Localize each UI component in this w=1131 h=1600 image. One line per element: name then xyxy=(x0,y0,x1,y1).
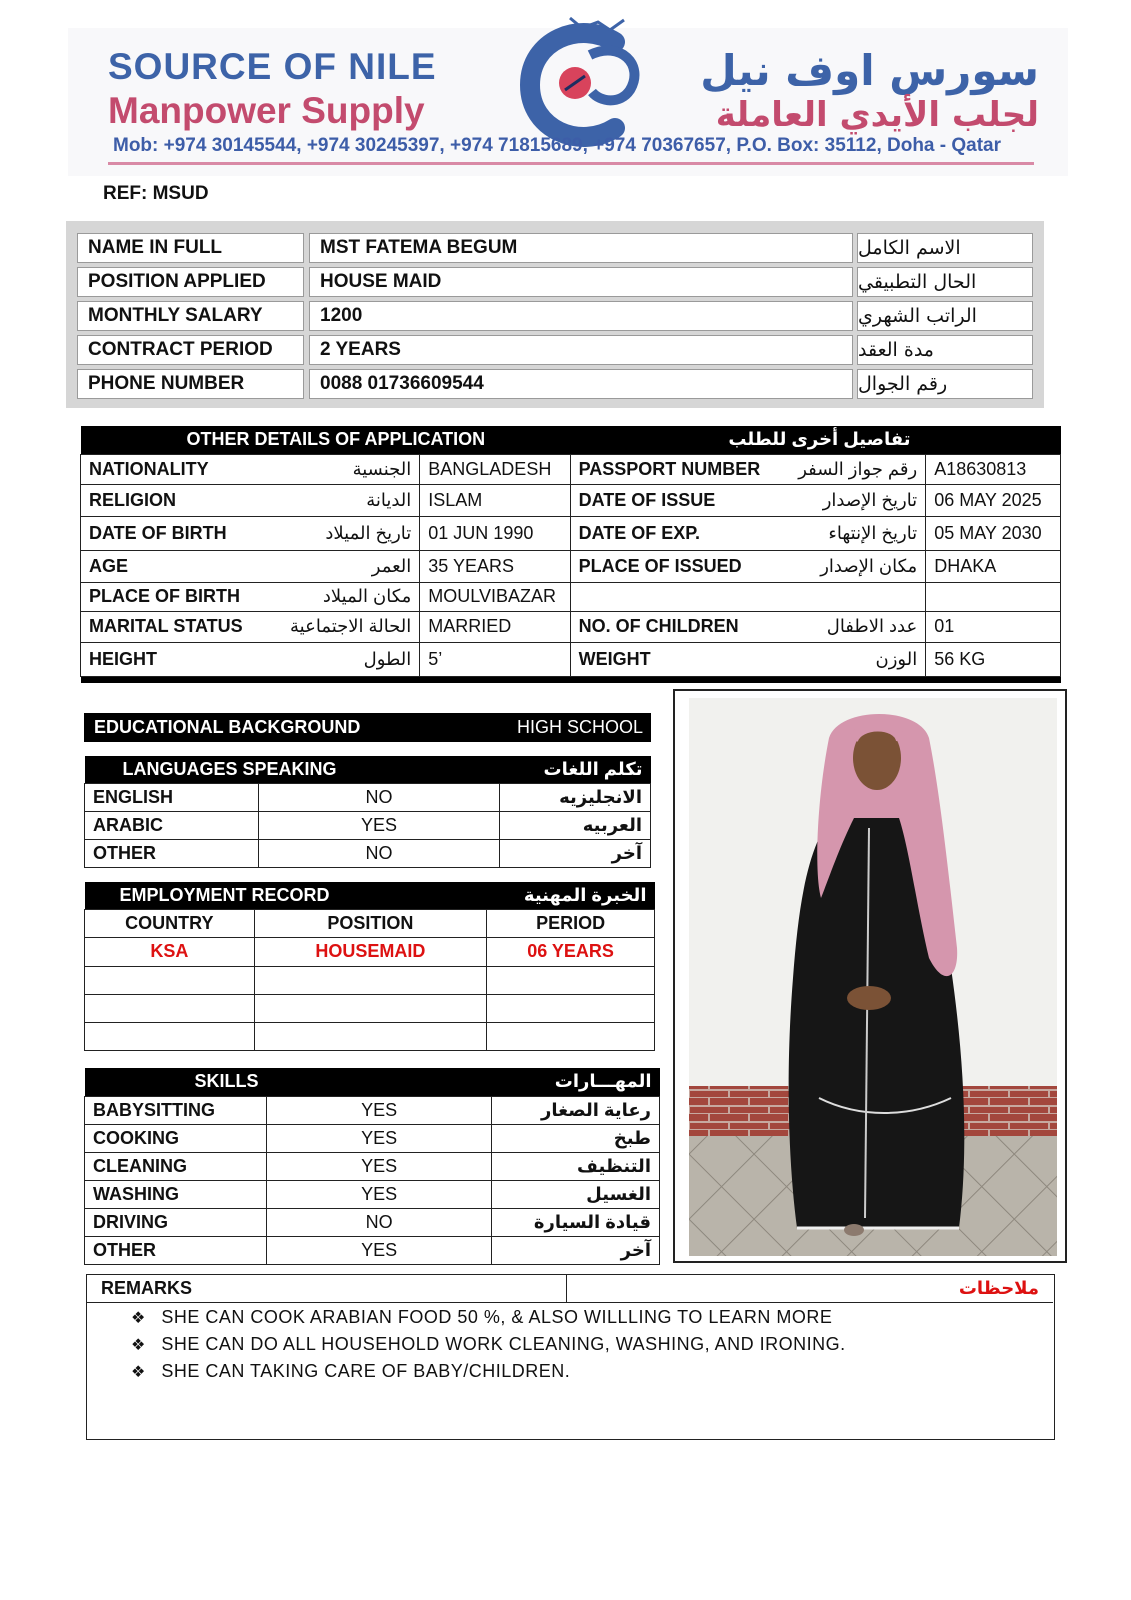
marital-label-ar: الحالة الاجتماعية xyxy=(254,611,420,642)
remarks-box xyxy=(86,1274,1055,1440)
table-row xyxy=(85,1124,660,1152)
issue-date-label: DATE OF ISSUE xyxy=(570,484,768,516)
header-divider xyxy=(108,162,1034,165)
dob-label-ar: تاريخ الميلاد xyxy=(254,516,420,550)
table-row xyxy=(85,839,651,867)
table-row xyxy=(85,1180,660,1208)
table-row xyxy=(85,966,655,994)
nationality-label-ar: الجنسية xyxy=(254,454,420,484)
skill-label-ar: الغسيل xyxy=(492,1180,660,1208)
height-label-ar: الطول xyxy=(254,642,420,676)
period-column-header: PERIOD xyxy=(487,909,655,937)
age-value: 35 YEARS xyxy=(420,550,570,582)
empty-value xyxy=(926,582,1061,611)
list-item xyxy=(131,1307,846,1334)
language-arabic-value: YES xyxy=(258,811,499,839)
position-value: HOUSE MAID xyxy=(309,267,853,297)
skill-value: YES xyxy=(267,1180,492,1208)
education-label: EDUCATIONAL BACKGROUND xyxy=(84,713,462,742)
reference-number: REF: MSUD xyxy=(103,183,209,204)
passport-label: PASSPORT NUMBER xyxy=(570,454,768,484)
language-arabic-label: ARABIC xyxy=(85,811,259,839)
skill-label-ar: التنظيف xyxy=(492,1152,660,1180)
children-label-ar: عدد الاطفال xyxy=(768,611,925,642)
height-label: HEIGHT xyxy=(81,642,255,676)
religion-label-ar: الديانة xyxy=(254,484,420,516)
remarks-label-ar: ملاحظات xyxy=(567,1275,1053,1303)
skills-header xyxy=(85,1068,660,1096)
footer-bar xyxy=(81,676,1061,683)
table-row xyxy=(85,1022,655,1050)
table-row xyxy=(85,994,655,1022)
personal-info-panel xyxy=(66,221,1044,408)
skill-value: YES xyxy=(267,1096,492,1124)
languages-table xyxy=(84,756,651,868)
employment-period: 06 YEARS xyxy=(487,937,655,966)
passport-label-ar: رقم جواز السفر xyxy=(768,454,925,484)
employment-title-ar: الخبرة المهنية xyxy=(487,882,655,909)
language-other-value: NO xyxy=(258,839,499,867)
marital-label: MARITAL STATUS xyxy=(81,611,255,642)
religion-value: ISLAM xyxy=(420,484,570,516)
employment-position xyxy=(254,994,486,1022)
education-row xyxy=(84,713,651,742)
skill-label: OTHER xyxy=(85,1236,267,1264)
issue-date-label-ar: تاريخ الإصدار xyxy=(768,484,925,516)
language-arabic-label-ar: العربيه xyxy=(500,811,651,839)
skill-value: YES xyxy=(267,1124,492,1152)
birthplace-label-ar: مكان الميلاد xyxy=(254,582,420,611)
bullet-diamond-icon: ❖ xyxy=(131,1364,146,1381)
other-details-title: OTHER DETAILS OF APPLICATION xyxy=(81,426,571,454)
list-item xyxy=(131,1361,846,1388)
place-issued-value: DHAKA xyxy=(926,550,1061,582)
table-row xyxy=(81,642,1061,676)
languages-title-ar: تكلم اللغات xyxy=(500,756,651,783)
marital-value: MARRIED xyxy=(420,611,570,642)
other-details-header xyxy=(81,426,1061,454)
employment-table xyxy=(84,882,655,1051)
language-english-label-ar: الانجليزيه xyxy=(500,783,651,811)
language-english-label: ENGLISH xyxy=(85,783,259,811)
employment-country xyxy=(85,966,255,994)
contract-label-ar: مدة العقد xyxy=(857,335,1033,365)
skill-label: BABYSITTING xyxy=(85,1096,267,1124)
remark-text: SHE CAN TAKING CARE OF BABY/CHILDREN. xyxy=(161,1361,571,1381)
table-row xyxy=(81,516,1061,550)
table-row xyxy=(85,783,651,811)
languages-header xyxy=(85,756,651,783)
expiry-date-label: DATE OF EXP. xyxy=(570,516,768,550)
dob-label: DATE OF BIRTH xyxy=(81,516,255,550)
skill-label: WASHING xyxy=(85,1180,267,1208)
company-tagline-en: Manpower Supply xyxy=(108,90,425,131)
children-value: 01 xyxy=(926,611,1061,642)
employment-period xyxy=(487,994,655,1022)
company-name-en: SOURCE OF NILE xyxy=(108,46,437,87)
table-row xyxy=(81,454,1061,484)
expiry-date-value: 05 MAY 2030 xyxy=(926,516,1061,550)
employment-position xyxy=(254,966,486,994)
skills-table xyxy=(84,1068,660,1265)
table-footer-bar xyxy=(81,676,1061,683)
phone-label: PHONE NUMBER xyxy=(77,369,304,399)
language-other-label: OTHER xyxy=(85,839,259,867)
full-name-label: NAME IN FULL xyxy=(77,233,304,263)
table-row xyxy=(81,611,1061,642)
skills-title-ar: المهـــارات xyxy=(492,1068,660,1096)
empty-label-ar xyxy=(768,582,925,611)
skill-value: YES xyxy=(267,1152,492,1180)
skill-label-ar: قيادة السيارة xyxy=(492,1208,660,1236)
position-column-header: POSITION xyxy=(254,909,486,937)
height-value: 5’ xyxy=(420,642,570,676)
table-row xyxy=(81,550,1061,582)
employment-period xyxy=(487,966,655,994)
full-name-value: MST FATEMA BEGUM xyxy=(309,233,853,263)
employment-title: EMPLOYMENT RECORD xyxy=(85,882,487,909)
language-english-value: NO xyxy=(258,783,499,811)
weight-label: WEIGHT xyxy=(570,642,768,676)
age-label: AGE xyxy=(81,550,255,582)
place-issued-label: PLACE OF ISSUED xyxy=(570,550,768,582)
weight-label-ar: الوزن xyxy=(768,642,925,676)
other-details-table xyxy=(80,426,1061,683)
skill-label-ar: رعاية الصغار xyxy=(492,1096,660,1124)
empty-label xyxy=(570,582,768,611)
passport-value: A18630813 xyxy=(926,454,1061,484)
age-label-ar: العمر xyxy=(254,550,420,582)
table-row xyxy=(85,1096,660,1124)
employment-country: KSA xyxy=(85,937,255,966)
skills-header-spacer xyxy=(267,1068,492,1096)
remark-text: SHE CAN COOK ARABIAN FOOD 50 %, & ALSO WILLLING TO LEARN MORE xyxy=(161,1307,833,1327)
skill-label-ar: طبخ xyxy=(492,1124,660,1152)
salary-value: 1200 xyxy=(309,301,853,331)
salary-label-ar: الراتب الشهري xyxy=(857,301,1033,331)
skill-label: COOKING xyxy=(85,1124,267,1152)
table-row xyxy=(85,811,651,839)
bullet-diamond-icon: ❖ xyxy=(131,1337,146,1354)
employment-position xyxy=(254,1022,486,1050)
contract-label: CONTRACT PERIOD xyxy=(77,335,304,365)
skill-label: CLEANING xyxy=(85,1152,267,1180)
skill-value: NO xyxy=(267,1208,492,1236)
applicant-photo xyxy=(689,698,1057,1256)
employment-position: HOUSEMAID xyxy=(254,937,486,966)
employment-columns xyxy=(85,909,655,937)
skills-title: SKILLS xyxy=(85,1068,267,1096)
language-other-label-ar: آخر xyxy=(500,839,651,867)
table-row xyxy=(85,1236,660,1264)
phone-value: 0088 01736609544 xyxy=(309,369,853,399)
phone-label-ar: رقم الجوال xyxy=(857,369,1033,399)
employment-country xyxy=(85,1022,255,1050)
languages-title: LANGUAGES SPEAKING xyxy=(85,756,500,783)
remark-text: SHE CAN DO ALL HOUSEHOLD WORK CLEANING, WASHING, AND IRONING. xyxy=(161,1334,846,1354)
employment-period xyxy=(487,1022,655,1050)
education-table xyxy=(84,713,651,742)
position-label: POSITION APPLIED xyxy=(77,267,304,297)
skill-label: DRIVING xyxy=(85,1208,267,1236)
bullet-diamond-icon: ❖ xyxy=(131,1310,146,1327)
table-row xyxy=(85,1152,660,1180)
dob-value: 01 JUN 1990 xyxy=(420,516,570,550)
birthplace-label: PLACE OF BIRTH xyxy=(81,582,255,611)
employment-country xyxy=(85,994,255,1022)
education-value: HIGH SCHOOL xyxy=(462,713,651,742)
table-row xyxy=(85,1208,660,1236)
remarks-list xyxy=(131,1307,846,1388)
expiry-date-label-ar: تاريخ الإنتهاء xyxy=(768,516,925,550)
full-name-label-ar: الاسم الكامل xyxy=(857,233,1033,263)
children-label: NO. OF CHILDREN xyxy=(570,611,768,642)
table-row xyxy=(85,937,655,966)
remarks-label: REMARKS xyxy=(87,1275,567,1303)
list-item xyxy=(131,1334,846,1361)
table-row xyxy=(81,484,1061,516)
skill-value: YES xyxy=(267,1236,492,1264)
place-issued-label-ar: مكان الإصدار xyxy=(768,550,925,582)
nationality-label: NATIONALITY xyxy=(81,454,255,484)
contract-value: 2 YEARS xyxy=(309,335,853,365)
weight-value: 56 KG xyxy=(926,642,1061,676)
issue-date-value: 06 MAY 2025 xyxy=(926,484,1061,516)
birthplace-value: MOULVIBAZAR xyxy=(420,582,570,611)
other-details-title-ar: تفاصيل أخرى للطلب xyxy=(570,426,1060,454)
religion-label: RELIGION xyxy=(81,484,255,516)
company-name-ar: سورس اوف نيل xyxy=(700,46,1039,95)
employment-header xyxy=(85,882,655,909)
skill-label-ar: آخر xyxy=(492,1236,660,1264)
company-tagline-ar: لجلب الأيدي العاملة xyxy=(715,95,1039,135)
salary-label: MONTHLY SALARY xyxy=(77,301,304,331)
country-column-header: COUNTRY xyxy=(85,909,255,937)
table-row xyxy=(81,582,1061,611)
position-label-ar: الحال التطبيقي xyxy=(857,267,1033,297)
contact-line: Mob: +974 30145544, +974 30245397, +974 71815689, +974 70367657, P.O. Box: 35112, Doha - Qatar xyxy=(113,135,1002,156)
nationality-value: BANGLADESH xyxy=(420,454,570,484)
